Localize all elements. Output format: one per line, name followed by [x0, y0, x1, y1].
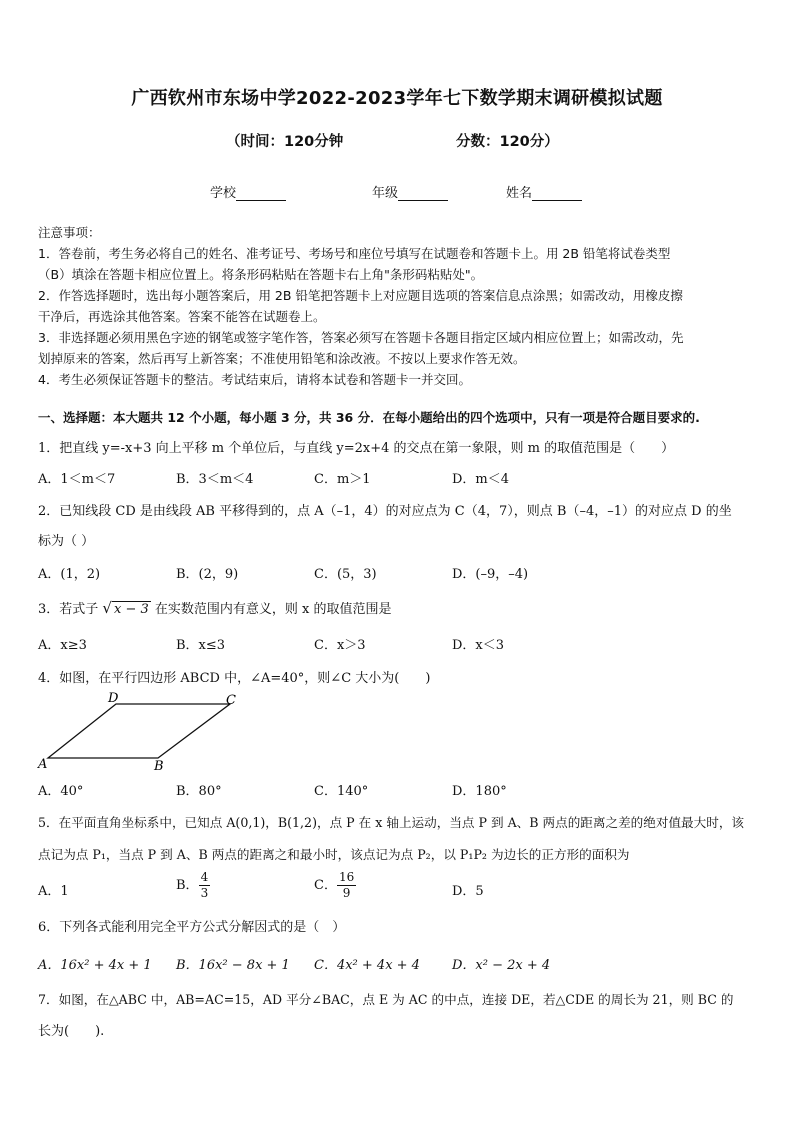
- exam-score: 分数：120分）: [456, 134, 559, 150]
- q4-option-a[interactable]: A．40°: [38, 784, 84, 799]
- q5-c-numerator: 16: [338, 870, 355, 884]
- q2-option-a[interactable]: A．(1，2): [38, 567, 101, 582]
- grade-field[interactable]: [372, 182, 448, 201]
- notice-line: 3．非选择题必须用黑色字迹的钢笔或签字笔作答，答案必须写在答题卡各题目指定区域内相应位置上；如需改动，先: [38, 330, 684, 345]
- question-3-stem: [38, 598, 392, 617]
- q3-stem-pre: 3．若式子: [38, 602, 99, 617]
- name-blank[interactable]: [532, 189, 582, 201]
- parallelogram-figure: [34, 688, 254, 774]
- figure-label-c: C: [226, 693, 236, 708]
- q4-option-d[interactable]: D．180°: [452, 784, 507, 799]
- q5-option-b-prefix: B．: [176, 878, 199, 893]
- exam-title: 广西钦州市东场中学2022-2023学年七下数学期末调研模拟试题: [131, 88, 663, 109]
- q1-option-c[interactable]: C．m＞1: [314, 472, 371, 487]
- parallelogram-abcd: [48, 704, 230, 758]
- question-7-stem-line1: 7．如图，在△ABC 中，AB=AC=15，AD 平分∠BAC，点 E 为 AC 的中点，连接 DE，若△CDE 的周长为 21，则 BC 的: [38, 992, 734, 1007]
- q3-stem-post: 在实数范围内有意义，则 x 的取值范围是: [154, 602, 392, 617]
- question-2-stem-line2: 标为（ ）: [38, 534, 95, 549]
- q5-b-numerator: 4: [200, 870, 209, 884]
- q3-option-b[interactable]: B．x≤3: [176, 638, 226, 653]
- notice-line: 干净后，再选涂其他答案。答案不能答在试题卷上。: [38, 309, 326, 324]
- q5-option-a[interactable]: A．1: [38, 884, 69, 899]
- notice-block: [38, 222, 758, 390]
- q5-option-d[interactable]: D．5: [452, 884, 484, 899]
- q6-option-a[interactable]: A．16x² + 4x + 1: [38, 958, 152, 973]
- notice-line: 1．答卷前，考生务必将自己的姓名、准考证号、考场号和座位号填写在试题卷和答题卡上。用 2B 铅笔将试卷类型: [38, 246, 671, 261]
- q1-option-a[interactable]: A．1＜m＜7: [38, 472, 116, 487]
- q5-b-denominator: 3: [200, 886, 209, 900]
- q2-option-b[interactable]: B．(2，9): [176, 567, 239, 582]
- notice-heading: 注意事项：: [38, 225, 101, 240]
- figure-label-a: A: [38, 757, 48, 772]
- exam-time: （时间：120分钟: [226, 134, 344, 150]
- notice-line: 4．考生必须保证答题卡的整洁。考试结束后，请将本试卷和答题卡一并交回。: [38, 372, 471, 387]
- school-label: 学校: [210, 186, 237, 201]
- q6-option-d[interactable]: D．x² − 2x + 4: [452, 958, 551, 973]
- name-field[interactable]: [506, 182, 582, 201]
- q4-option-c[interactable]: C．140°: [314, 784, 369, 799]
- question-6-stem: 6．下列各式能利用完全平方公式分解因式的是（ ）: [38, 920, 346, 935]
- sqrt-icon: √: [102, 599, 112, 617]
- q2-option-c[interactable]: C．(5，3): [314, 567, 377, 582]
- question-5-stem-line2: 点记为点 P₁，当点 P 到 A、B 两点的距离之和最小时，该点记为点 P₂，以 P₁P₂ 为边长的正方形的面积为: [38, 847, 630, 862]
- q5-option-c-fraction: [337, 870, 356, 901]
- q3-option-d[interactable]: D．x＜3: [452, 638, 505, 653]
- grade-blank[interactable]: [398, 189, 448, 201]
- q1-option-b[interactable]: B．3＜m＜4: [176, 472, 254, 487]
- q5-option-b[interactable]: [176, 870, 210, 901]
- q4-option-b[interactable]: B．80°: [176, 784, 222, 799]
- question-1-stem: 1．把直线 y=-x+3 向上平移 m 个单位后，与直线 y=2x+4 的交点在第一象限，则 m 的取值范围是（ ）: [38, 441, 675, 456]
- school-blank[interactable]: [236, 189, 286, 201]
- q5-option-b-fraction: [199, 870, 211, 901]
- notice-line: 2．作答选择题时，选出每小题答案后，用 2B 铅笔把答题卡上对应题目选项的答案信息点涂黑；如需改动，用橡皮擦: [38, 288, 683, 303]
- q5-option-c-prefix: C．: [314, 878, 337, 893]
- q3-radicand: x − 3: [113, 602, 149, 617]
- question-5-stem-line1: 5．在平面直角坐标系中，已知点 A(0,1)，B(1,2)，点 P 在 x 轴上运动，当点 P 到 A、B 两点的距离之差的绝对值最大时，该: [38, 815, 745, 830]
- question-7-stem-line2: 长为( ).: [38, 1024, 105, 1039]
- q5-c-denominator: 9: [342, 886, 351, 900]
- q6-option-c[interactable]: C．4x² + 4x + 4: [314, 958, 420, 973]
- q1-option-d[interactable]: D．m＜4: [452, 472, 510, 487]
- school-field[interactable]: [210, 182, 286, 201]
- q3-option-c[interactable]: C．x＞3: [314, 638, 366, 653]
- question-2-stem-line1: 2．已知线段 CD 是由线段 AB 平移得到的，点 A（–1，4）的对应点为 C（4，7），则点 B（–4，–1）的对应点 D 的坐: [38, 504, 732, 519]
- name-label: 姓名: [506, 186, 533, 201]
- figure-label-d: D: [108, 691, 119, 706]
- grade-label: 年级: [372, 186, 399, 201]
- q2-option-d[interactable]: D．(–9，–4): [452, 567, 529, 582]
- q6-option-b[interactable]: B．16x² − 8x + 1: [176, 958, 290, 973]
- section-title: 一、选择题：本大题共 12 个小题，每小题 3 分，共 36 分．在每小题给出的四个选项中，只有一项是符合题目要求的.: [38, 410, 700, 425]
- figure-label-b: B: [154, 759, 164, 774]
- question-4-stem: 4．如图，在平行四边形 ABCD 中，∠A=40°，则∠C 大小为( ): [38, 671, 431, 686]
- q3-option-a[interactable]: A．x≥3: [38, 638, 87, 653]
- q5-option-c[interactable]: [314, 870, 356, 901]
- notice-line: （B）填涂在答题卡相应位置上。将条形码粘贴在答题卡右上角"条形码粘贴处"。: [38, 267, 484, 282]
- notice-line: 划掉原来的答案，然后再写上新答案；不准使用铅笔和涂改液。不按以上要求作答无效。: [38, 351, 526, 366]
